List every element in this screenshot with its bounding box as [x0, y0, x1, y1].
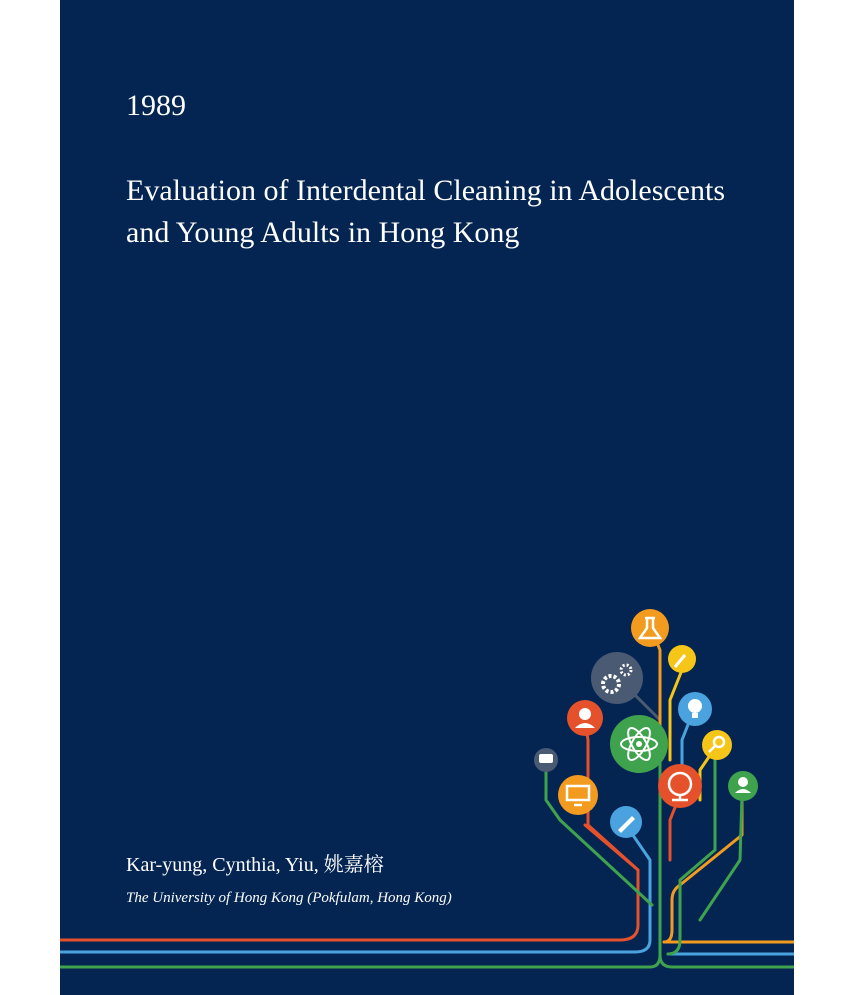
chat-icon [534, 748, 558, 772]
globe-icon [658, 764, 702, 808]
flask-icon [631, 609, 669, 647]
monitor-icon [558, 775, 598, 815]
publication-year: 1989 [126, 89, 186, 122]
author-names: Kar-yung, Cynthia, Yiu, 姚嘉榕 [126, 854, 384, 876]
lightbulb-icon [678, 692, 712, 726]
book-cover [60, 0, 794, 995]
magnifier-icon [702, 730, 732, 760]
group-icon [728, 771, 758, 801]
person-icon [567, 700, 603, 736]
atom-icon [610, 715, 668, 773]
pencil-icon [610, 806, 642, 838]
book-title: Evaluation of Interdental Cleaning in Adolescents and Young Adults in Hong Kong [126, 174, 726, 249]
knowledge-tree-illustration [60, 0, 794, 995]
gears-icon [591, 652, 643, 704]
author-affiliation: The University of Hong Kong (Pokfulam, Hong Kong) [126, 890, 452, 906]
brush-icon [668, 645, 696, 673]
